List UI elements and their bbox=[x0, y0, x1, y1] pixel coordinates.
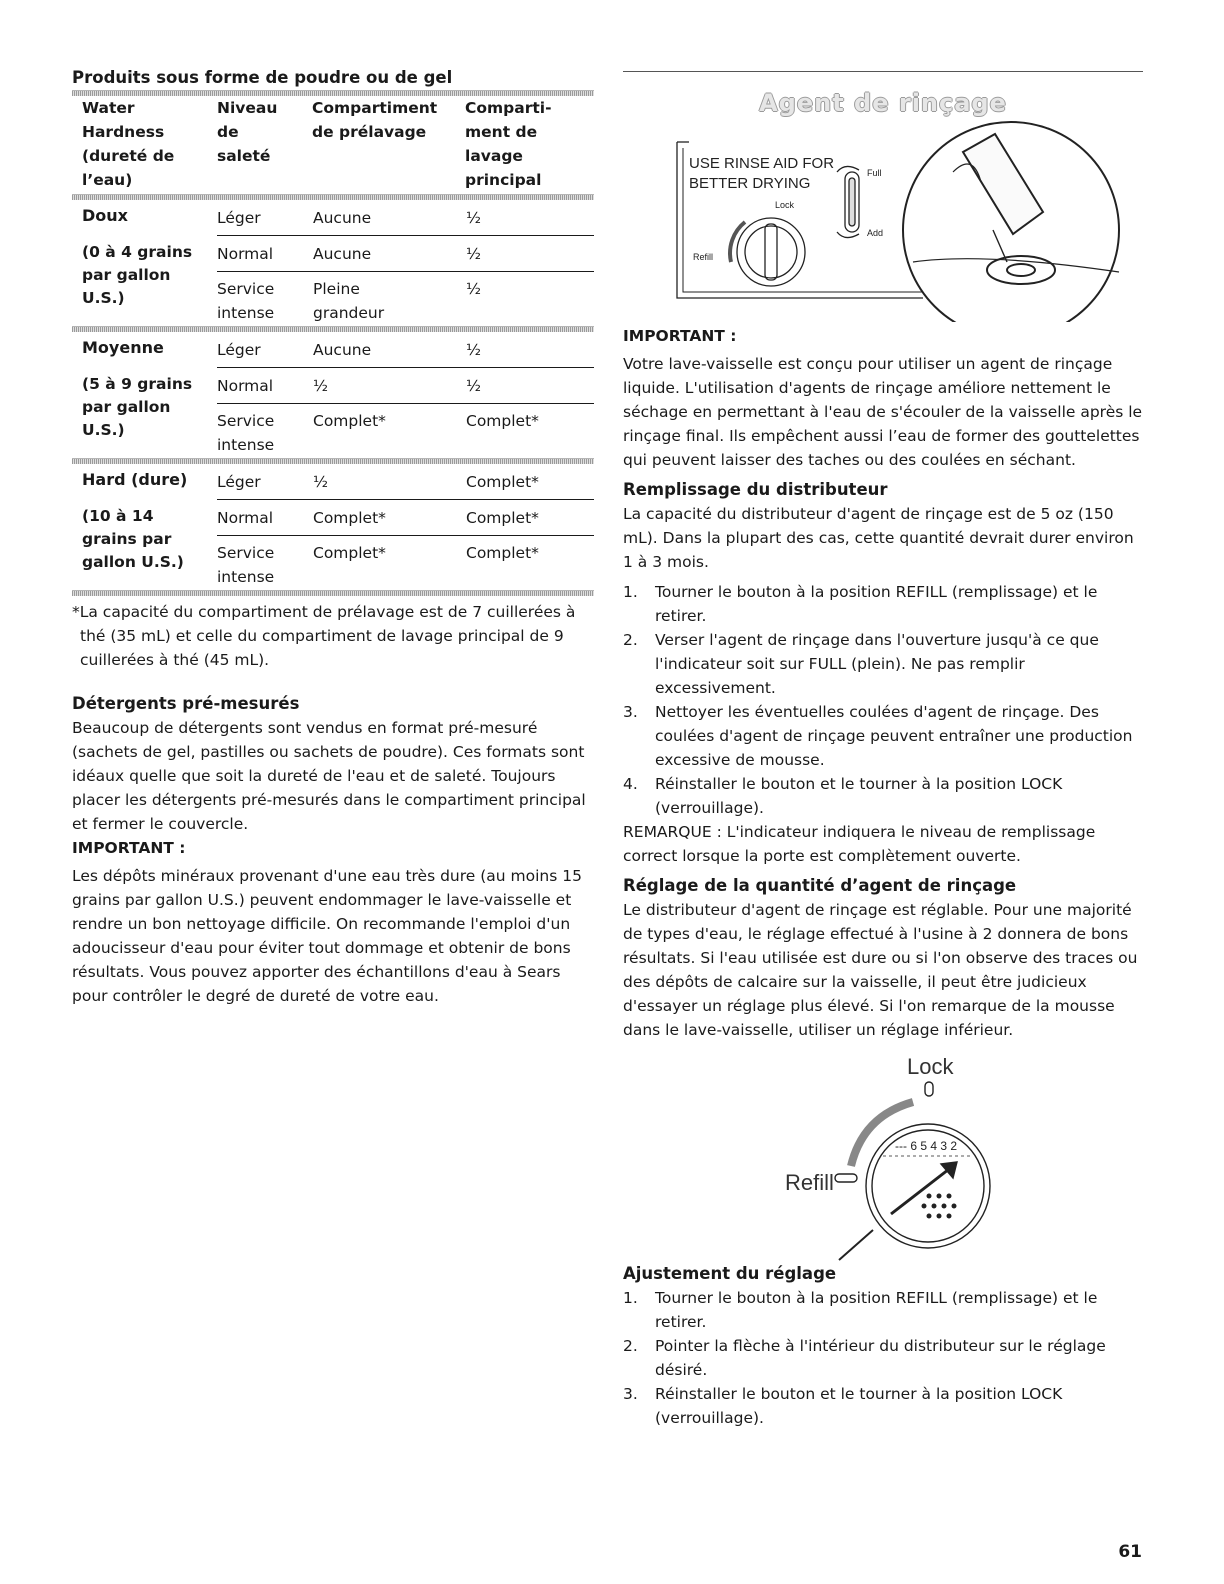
group-desc: (5 à 9 grains par gallon U.S.) bbox=[82, 375, 193, 439]
table-footnote: *La capacité du compartiment de prélavage est de 7 cuillerées à thé (35 mL) et celle du compartiment de lavage principal de 9 cuillerées à thé (45 mL). bbox=[72, 603, 576, 669]
refill-label: Refill bbox=[785, 1170, 834, 1195]
table-row: Service intense Complet* Complet* bbox=[217, 412, 539, 454]
group-name: Hard (dure) bbox=[82, 470, 188, 489]
important-heading-left: IMPORTANT : bbox=[72, 839, 186, 857]
list-item: 3. Réinstaller le bouton et le tourner à la position LOCK (verrouillage). bbox=[623, 1385, 1063, 1427]
setting-heading: Réglage de la quantité d’agent de rinçage bbox=[623, 876, 1017, 895]
right-column bbox=[623, 66, 1143, 1430]
table-row: Normal ½ ½ bbox=[217, 368, 594, 404]
page-number: 61 bbox=[1118, 1542, 1142, 1562]
fill-text: La capacité du distributeur d'agent de rinçage est de 5 oz (150 mL). Dans la plupart des cas, cette quantité devrait durer environ 1 à 3 mois. bbox=[623, 505, 1134, 571]
table-title: Produits sous forme de poudre ou de gel bbox=[72, 68, 453, 87]
group-rows bbox=[217, 332, 594, 459]
table-row: Service intense Complet* Complet* bbox=[217, 544, 539, 586]
table-row: Léger ½ Complet* bbox=[217, 464, 594, 500]
fill-steps bbox=[623, 580, 1143, 820]
group-name: Moyenne bbox=[82, 338, 164, 357]
header-prewash: Compartiment de prélavage bbox=[312, 99, 438, 141]
list-item: 3. Nettoyer les éventuelles coulées d'agent de rinçage. Des coulées d'agent de rinçage peuvent entraîner une production excessive de mousse. bbox=[623, 703, 1133, 769]
table-row: Normal Complet* Complet* bbox=[217, 500, 594, 536]
dial-scale: --- 6 5 4 3 2 bbox=[895, 1139, 958, 1153]
table-group-medium bbox=[72, 332, 594, 458]
panel-text-line1: USE RINSE AID FOR bbox=[689, 155, 835, 172]
list-item: 4. Réinstaller le bouton et le tourner à la position LOCK (verrouillage). bbox=[623, 775, 1063, 817]
rinse-aid-dispenser-figure bbox=[623, 112, 1143, 322]
header-water-hardness: Water Hardness (dureté de l’eau) bbox=[82, 99, 175, 189]
group-name: Doux bbox=[82, 206, 128, 225]
list-item: 1. Tourner le bouton à la position REFILL (remplissage) et le retirer. bbox=[623, 583, 1098, 625]
top-rule bbox=[623, 71, 1143, 72]
premeasured-text: Beaucoup de détergents sont vendus en format pré-mesuré (sachets de gel, pastilles ou sachets de poudre). Ces formats sont idéaux quelle que soit la dureté de l'eau et de saleté. Toujours placer les détergents pré-mesurés dans le compartiment principal et fermer le couvercle. bbox=[72, 719, 586, 833]
section-title: Agent de rinçage bbox=[759, 89, 1007, 117]
list-item: 1. Tourner le bouton à la position REFILL (remplissage) et le retirer. bbox=[623, 1289, 1098, 1331]
important-text-right: Votre lave-vaisselle est conçu pour utiliser un agent de rinçage liquide. L'utilisation d'agents de rinçage améliore nettement le séchage en permettant à l'eau de s'écouler de la vaisselle après le rinçage final. Ils empêchent aussi l’eau de former des gouttelettes qui peuvent laisser des taches ou des coulées en séchant. bbox=[623, 355, 1143, 469]
detergent-table bbox=[72, 96, 595, 194]
adjustment-dial-figure bbox=[623, 1046, 1143, 1276]
table-group-hard bbox=[72, 464, 594, 590]
adjust-heading: Ajustement du réglage bbox=[623, 1264, 837, 1283]
header-soil-level: Niveau de saleté bbox=[217, 99, 278, 165]
lock-label: Lock bbox=[907, 1054, 954, 1079]
premeasured-heading: Détergents pré-mesurés bbox=[72, 694, 300, 713]
bottle-pour-icon bbox=[903, 122, 1119, 322]
table-header-row bbox=[72, 96, 595, 194]
table-row: Service intense Pleine grandeur ½ bbox=[217, 280, 482, 322]
table-row: Léger Aucune ½ bbox=[217, 200, 594, 236]
important-text-left: Les dépôts minéraux provenant d'une eau très dure (au moins 15 grains par gallon U.S.) peuvent endommager le lave-vaisselle et rendre un bon nettoyage difficile. On recommande l'emploi d'un adoucisseur d'eau pour éviter tout dommage et obtenir de bons résultats. Vous pouvez apporter des échantillons d'eau à Sears pour contrôler le degré de dureté de votre eau. bbox=[72, 867, 582, 1005]
header-main-wash: Comparti- ment de lavage principal bbox=[465, 99, 552, 189]
table-row: Léger Aucune ½ bbox=[217, 332, 594, 368]
group-desc: (0 à 4 grains par gallon U.S.) bbox=[82, 243, 193, 307]
panel-text-line2: BETTER DRYING bbox=[689, 175, 811, 192]
list-item: 2. Verser l'agent de rinçage dans l'ouverture jusqu'à ce que l'indicateur soit sur FULL (plein). Ne pas remplir excessivement. bbox=[623, 631, 1099, 697]
left-column bbox=[72, 66, 594, 1008]
refill-label: Refill bbox=[693, 252, 714, 262]
important-heading-right: IMPORTANT : bbox=[623, 327, 737, 345]
remark-text: REMARQUE : L'indicateur indiquera le niveau de remplissage correct lorsque la porte est complètement ouverte. bbox=[623, 823, 1096, 865]
setting-text: Le distributeur d'agent de rinçage est réglable. Pour une majorité de types d'eau, le réglage effectué à l'usine à 2 donnera de bons résultats. Si l'eau utilisée est dure ou si l'on observe des traces ou des dépôts de calcaire sur la vaisselle, il peut être judicieux d'essayer un réglage plus élevé. Si l'on remarque de la mousse dans le lave-vaisselle, utiliser un réglage inférieur. bbox=[623, 901, 1138, 1039]
group-desc: (10 à 14 grains par gallon U.S.) bbox=[82, 507, 184, 571]
table-row: Normal Aucune ½ bbox=[217, 236, 594, 272]
full-label: Full bbox=[867, 168, 882, 178]
lock-label: Lock bbox=[775, 200, 795, 210]
fill-heading: Remplissage du distributeur bbox=[623, 480, 888, 499]
table-group-soft bbox=[72, 200, 594, 326]
list-item: 2. Pointer la flèche à l'intérieur du distributeur sur le réglage désiré. bbox=[623, 1337, 1106, 1379]
group-rows bbox=[217, 464, 594, 591]
adjust-steps bbox=[623, 1286, 1143, 1430]
group-rows bbox=[217, 200, 594, 327]
add-label: Add bbox=[867, 228, 884, 238]
